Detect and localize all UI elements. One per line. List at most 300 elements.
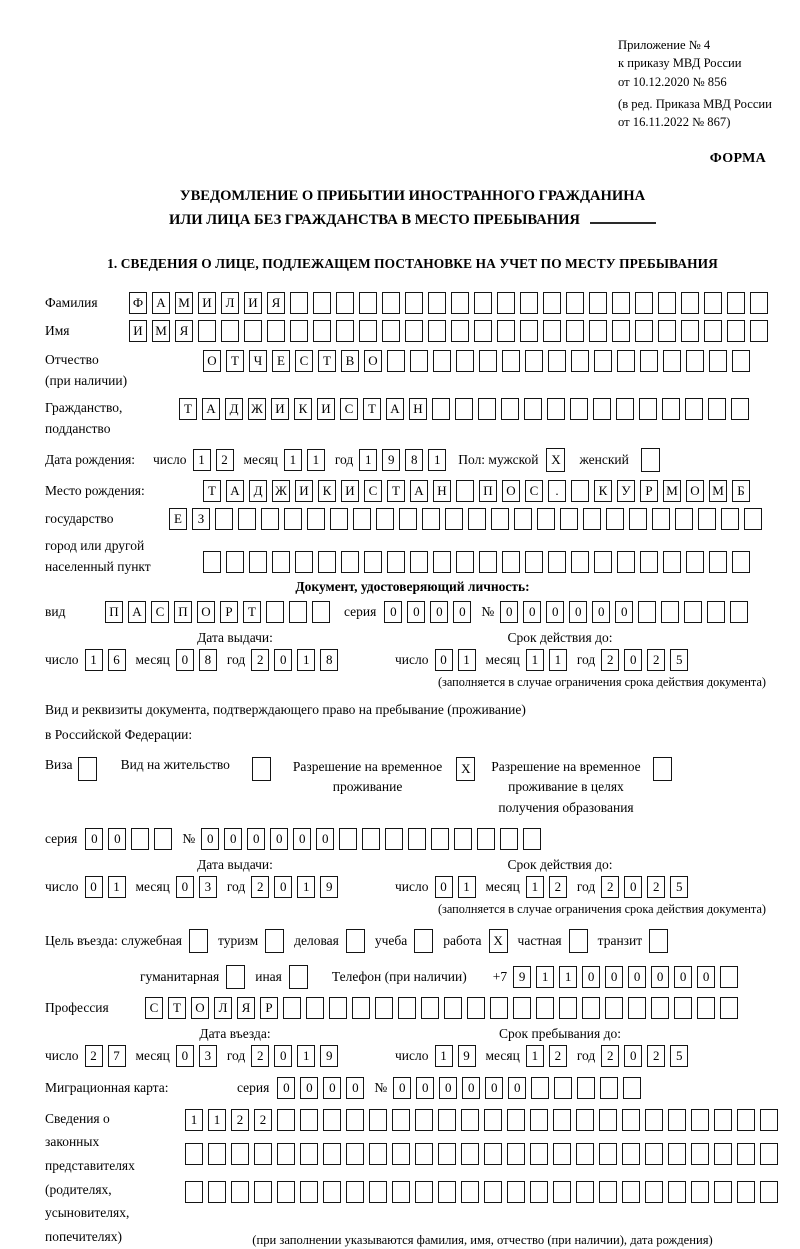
char-cell[interactable] [300,1181,318,1203]
char-cell[interactable] [617,551,635,573]
char-cell[interactable]: Ж [248,398,266,420]
char-cell[interactable]: Т [168,997,186,1019]
char-cell[interactable] [709,350,727,372]
char-cell[interactable]: Е [272,350,290,372]
char-cell[interactable]: 1 [193,449,211,471]
char-cell[interactable]: 2 [251,1045,269,1067]
char-cell[interactable]: 2 [647,876,665,898]
char-cell[interactable]: А [226,480,244,502]
char-cell[interactable]: Н [433,480,451,502]
char-cell[interactable] [352,997,370,1019]
char-cell[interactable]: 0 [462,1077,480,1099]
char-cell[interactable]: X [546,448,565,472]
char-cell[interactable] [468,508,486,530]
char-cell[interactable]: Д [225,398,243,420]
char-cell[interactable] [254,1181,272,1203]
char-cell[interactable] [415,1143,433,1165]
char-cell[interactable] [456,350,474,372]
char-cell[interactable] [582,997,600,1019]
char-cell[interactable]: 5 [670,876,688,898]
char-cell[interactable] [289,601,307,623]
char-cell[interactable]: Т [226,350,244,372]
char-cell[interactable]: 0 [624,876,642,898]
char-cell[interactable] [433,350,451,372]
char-cell[interactable] [594,350,612,372]
char-cell[interactable] [289,965,308,989]
char-cell[interactable] [653,757,672,781]
char-cell[interactable] [185,1181,203,1203]
char-cell[interactable] [714,1181,732,1203]
char-cell[interactable] [691,1109,709,1131]
char-cell[interactable] [346,929,365,953]
char-cell[interactable]: X [456,757,475,781]
char-cell[interactable]: С [151,601,169,623]
char-cell[interactable]: 9 [320,876,338,898]
char-cell[interactable]: Я [237,997,255,1019]
char-cell[interactable]: 0 [416,1077,434,1099]
char-cell[interactable]: 0 [176,1045,194,1067]
char-cell[interactable]: 2 [647,649,665,671]
char-cell[interactable] [456,551,474,573]
char-cell[interactable]: 2 [254,1109,272,1131]
char-cell[interactable]: Б [732,480,750,502]
char-cell[interactable] [226,551,244,573]
char-cell[interactable] [617,350,635,372]
char-cell[interactable] [744,508,762,530]
char-cell[interactable] [622,1181,640,1203]
char-cell[interactable]: 3 [199,876,217,898]
char-cell[interactable]: Ж [272,480,290,502]
char-cell[interactable] [707,601,725,623]
char-cell[interactable] [714,1143,732,1165]
char-cell[interactable]: 0 [85,876,103,898]
char-cell[interactable] [267,320,285,342]
char-cell[interactable]: 0 [523,601,541,623]
char-cell[interactable] [479,350,497,372]
char-cell[interactable] [346,1109,364,1131]
char-cell[interactable] [477,828,495,850]
char-cell[interactable]: 0 [176,876,194,898]
char-cell[interactable] [329,997,347,1019]
char-cell[interactable]: 0 [674,966,692,988]
char-cell[interactable] [484,1109,502,1131]
char-cell[interactable] [681,292,699,314]
char-cell[interactable] [649,929,668,953]
char-cell[interactable] [576,1109,594,1131]
char-cell[interactable] [594,551,612,573]
char-cell[interactable] [721,508,739,530]
char-cell[interactable] [208,1143,226,1165]
char-cell[interactable] [203,551,221,573]
char-cell[interactable]: 2 [251,876,269,898]
char-cell[interactable] [571,551,589,573]
char-cell[interactable] [185,1143,203,1165]
char-cell[interactable] [645,1143,663,1165]
char-cell[interactable]: П [479,480,497,502]
char-cell[interactable] [554,1077,572,1099]
char-cell[interactable] [704,320,722,342]
char-cell[interactable] [513,997,531,1019]
char-cell[interactable] [658,292,676,314]
char-cell[interactable]: И [317,398,335,420]
char-cell[interactable] [675,508,693,530]
char-cell[interactable]: Е [169,508,187,530]
char-cell[interactable]: 0 [393,1077,411,1099]
char-cell[interactable]: 0 [201,828,219,850]
char-cell[interactable] [478,398,496,420]
char-cell[interactable]: 1 [297,649,315,671]
char-cell[interactable]: Я [175,320,193,342]
char-cell[interactable]: 2 [601,876,619,898]
char-cell[interactable]: 0 [453,601,471,623]
char-cell[interactable] [438,1143,456,1165]
char-cell[interactable]: 1 [559,966,577,988]
char-cell[interactable] [727,320,745,342]
char-cell[interactable] [261,508,279,530]
char-cell[interactable]: 0 [569,601,587,623]
char-cell[interactable]: 9 [458,1045,476,1067]
char-cell[interactable]: 0 [628,966,646,988]
char-cell[interactable] [760,1143,778,1165]
char-cell[interactable] [708,398,726,420]
char-cell[interactable] [605,997,623,1019]
char-cell[interactable]: 8 [320,649,338,671]
char-cell[interactable] [658,320,676,342]
char-cell[interactable] [131,828,149,850]
char-cell[interactable] [249,551,267,573]
char-cell[interactable] [474,292,492,314]
char-cell[interactable]: Т [363,398,381,420]
char-cell[interactable] [622,1143,640,1165]
char-cell[interactable]: 2 [601,649,619,671]
char-cell[interactable] [623,1077,641,1099]
char-cell[interactable]: С [525,480,543,502]
char-cell[interactable]: X [489,929,508,953]
char-cell[interactable] [628,997,646,1019]
char-cell[interactable] [640,350,658,372]
char-cell[interactable] [577,1077,595,1099]
char-cell[interactable] [277,1181,295,1203]
char-cell[interactable] [438,1181,456,1203]
char-cell[interactable] [313,292,331,314]
char-cell[interactable] [461,1143,479,1165]
char-cell[interactable] [369,1181,387,1203]
char-cell[interactable] [254,1143,272,1165]
char-cell[interactable] [514,508,532,530]
char-cell[interactable] [456,480,474,502]
char-cell[interactable] [359,320,377,342]
char-cell[interactable]: 0 [247,828,265,850]
char-cell[interactable]: 0 [224,828,242,850]
char-cell[interactable] [244,320,262,342]
char-cell[interactable] [491,508,509,530]
char-cell[interactable] [750,292,768,314]
char-cell[interactable] [500,828,518,850]
char-cell[interactable] [668,1181,686,1203]
char-cell[interactable] [189,929,208,953]
char-cell[interactable] [559,997,577,1019]
char-cell[interactable]: 0 [323,1077,341,1099]
char-cell[interactable] [616,398,634,420]
char-cell[interactable] [369,1109,387,1131]
char-cell[interactable] [272,551,290,573]
char-cell[interactable] [709,551,727,573]
char-cell[interactable] [606,508,624,530]
char-cell[interactable] [599,1143,617,1165]
char-cell[interactable] [226,965,245,989]
char-cell[interactable]: 0 [300,1077,318,1099]
char-cell[interactable] [336,292,354,314]
char-cell[interactable] [154,828,172,850]
char-cell[interactable] [421,997,439,1019]
char-cell[interactable] [576,1181,594,1203]
char-cell[interactable] [307,508,325,530]
char-cell[interactable] [382,320,400,342]
char-cell[interactable]: 1 [307,449,325,471]
char-cell[interactable]: 1 [526,876,544,898]
char-cell[interactable]: 1 [297,1045,315,1067]
char-cell[interactable] [353,508,371,530]
char-cell[interactable] [635,320,653,342]
char-cell[interactable] [277,1109,295,1131]
char-cell[interactable] [537,508,555,530]
char-cell[interactable]: 0 [500,601,518,623]
char-cell[interactable]: 5 [670,1045,688,1067]
char-cell[interactable] [547,398,565,420]
char-cell[interactable] [399,508,417,530]
char-cell[interactable] [629,508,647,530]
char-cell[interactable] [422,508,440,530]
char-cell[interactable] [530,1143,548,1165]
char-cell[interactable] [641,448,660,472]
char-cell[interactable] [698,508,716,530]
char-cell[interactable] [474,320,492,342]
char-cell[interactable] [323,1109,341,1131]
char-cell[interactable]: 0 [582,966,600,988]
char-cell[interactable]: И [198,292,216,314]
char-cell[interactable] [454,828,472,850]
char-cell[interactable]: 1 [435,1045,453,1067]
char-cell[interactable] [645,1181,663,1203]
char-cell[interactable] [387,551,405,573]
char-cell[interactable]: 1 [359,449,377,471]
char-cell[interactable] [663,551,681,573]
char-cell[interactable]: 1 [458,876,476,898]
char-cell[interactable] [405,292,423,314]
char-cell[interactable]: Л [221,292,239,314]
char-cell[interactable] [438,1109,456,1131]
char-cell[interactable] [501,398,519,420]
char-cell[interactable] [599,1181,617,1203]
char-cell[interactable] [313,320,331,342]
char-cell[interactable] [339,828,357,850]
char-cell[interactable] [760,1109,778,1131]
char-cell[interactable]: 0 [293,828,311,850]
char-cell[interactable]: О [364,350,382,372]
char-cell[interactable] [737,1181,755,1203]
char-cell[interactable] [530,1109,548,1131]
char-cell[interactable] [548,350,566,372]
char-cell[interactable]: 8 [199,649,217,671]
char-cell[interactable] [238,508,256,530]
char-cell[interactable]: 0 [697,966,715,988]
char-cell[interactable]: К [594,480,612,502]
char-cell[interactable]: Т [387,480,405,502]
char-cell[interactable] [502,551,520,573]
char-cell[interactable] [663,350,681,372]
char-cell[interactable]: 1 [85,649,103,671]
char-cell[interactable]: 0 [346,1077,364,1099]
char-cell[interactable] [484,1181,502,1203]
char-cell[interactable] [405,320,423,342]
char-cell[interactable] [323,1143,341,1165]
char-cell[interactable]: 1 [536,966,554,988]
char-cell[interactable] [387,350,405,372]
char-cell[interactable] [570,398,588,420]
char-cell[interactable] [336,320,354,342]
char-cell[interactable] [410,551,428,573]
char-cell[interactable] [684,601,702,623]
char-cell[interactable]: М [663,480,681,502]
char-cell[interactable] [737,1109,755,1131]
char-cell[interactable] [497,320,515,342]
char-cell[interactable] [444,997,462,1019]
char-cell[interactable]: 1 [549,649,567,671]
char-cell[interactable] [300,1143,318,1165]
char-cell[interactable] [385,828,403,850]
char-cell[interactable] [553,1109,571,1131]
char-cell[interactable]: К [294,398,312,420]
char-cell[interactable] [231,1143,249,1165]
char-cell[interactable] [359,292,377,314]
char-cell[interactable]: А [386,398,404,420]
char-cell[interactable] [599,1109,617,1131]
char-cell[interactable]: Ч [249,350,267,372]
char-cell[interactable] [612,292,630,314]
char-cell[interactable]: А [152,292,170,314]
char-cell[interactable]: 0 [316,828,334,850]
char-cell[interactable] [502,350,520,372]
char-cell[interactable]: 1 [208,1109,226,1131]
char-cell[interactable]: Р [640,480,658,502]
char-cell[interactable]: Я [267,292,285,314]
char-cell[interactable] [714,1109,732,1131]
char-cell[interactable] [731,398,749,420]
char-cell[interactable] [589,320,607,342]
char-cell[interactable]: И [295,480,313,502]
char-cell[interactable]: 0 [624,649,642,671]
char-cell[interactable]: 8 [405,449,423,471]
char-cell[interactable] [523,828,541,850]
char-cell[interactable] [346,1143,364,1165]
char-cell[interactable]: 2 [647,1045,665,1067]
char-cell[interactable]: О [502,480,520,502]
char-cell[interactable] [536,997,554,1019]
char-cell[interactable]: О [686,480,704,502]
char-cell[interactable]: В [341,350,359,372]
char-cell[interactable]: А [410,480,428,502]
char-cell[interactable] [265,929,284,953]
char-cell[interactable] [750,320,768,342]
char-cell[interactable]: 0 [277,1077,295,1099]
char-cell[interactable] [520,320,538,342]
char-cell[interactable] [720,966,738,988]
char-cell[interactable] [490,997,508,1019]
char-cell[interactable]: М [709,480,727,502]
char-cell[interactable]: Ф [129,292,147,314]
char-cell[interactable] [277,1143,295,1165]
char-cell[interactable]: 0 [508,1077,526,1099]
char-cell[interactable] [638,601,656,623]
char-cell[interactable] [553,1143,571,1165]
char-cell[interactable] [392,1143,410,1165]
char-cell[interactable] [376,508,394,530]
char-cell[interactable]: З [192,508,210,530]
char-cell[interactable] [732,551,750,573]
char-cell[interactable] [525,551,543,573]
char-cell[interactable] [408,828,426,850]
char-cell[interactable]: Р [260,997,278,1019]
char-cell[interactable]: 1 [428,449,446,471]
char-cell[interactable] [431,828,449,850]
char-cell[interactable]: Т [243,601,261,623]
char-cell[interactable] [318,551,336,573]
char-cell[interactable] [571,480,589,502]
char-cell[interactable] [198,320,216,342]
char-cell[interactable]: И [271,398,289,420]
char-cell[interactable] [428,292,446,314]
char-cell[interactable] [295,551,313,573]
char-cell[interactable] [760,1181,778,1203]
char-cell[interactable] [455,398,473,420]
char-cell[interactable] [467,997,485,1019]
char-cell[interactable] [330,508,348,530]
char-cell[interactable] [600,1077,618,1099]
char-cell[interactable]: И [341,480,359,502]
char-cell[interactable] [548,551,566,573]
char-cell[interactable]: 9 [513,966,531,988]
char-cell[interactable]: Т [203,480,221,502]
char-cell[interactable]: С [295,350,313,372]
char-cell[interactable]: И [129,320,147,342]
char-cell[interactable]: Д [249,480,267,502]
char-cell[interactable] [252,757,271,781]
char-cell[interactable]: 9 [382,449,400,471]
char-cell[interactable] [266,601,284,623]
char-cell[interactable] [415,1181,433,1203]
char-cell[interactable] [583,508,601,530]
char-cell[interactable]: И [244,292,262,314]
char-cell[interactable]: 5 [670,649,688,671]
char-cell[interactable] [346,1181,364,1203]
char-cell[interactable]: 0 [85,828,103,850]
char-cell[interactable]: 1 [185,1109,203,1131]
char-cell[interactable]: 1 [108,876,126,898]
char-cell[interactable]: 2 [549,876,567,898]
char-cell[interactable]: 2 [601,1045,619,1067]
char-cell[interactable] [668,1143,686,1165]
char-cell[interactable]: 7 [108,1045,126,1067]
char-cell[interactable] [290,320,308,342]
char-cell[interactable] [364,551,382,573]
char-cell[interactable]: У [617,480,635,502]
char-cell[interactable]: 0 [439,1077,457,1099]
char-cell[interactable] [576,1143,594,1165]
char-cell[interactable]: 0 [384,601,402,623]
char-cell[interactable] [432,398,450,420]
char-cell[interactable]: 0 [546,601,564,623]
char-cell[interactable] [398,997,416,1019]
